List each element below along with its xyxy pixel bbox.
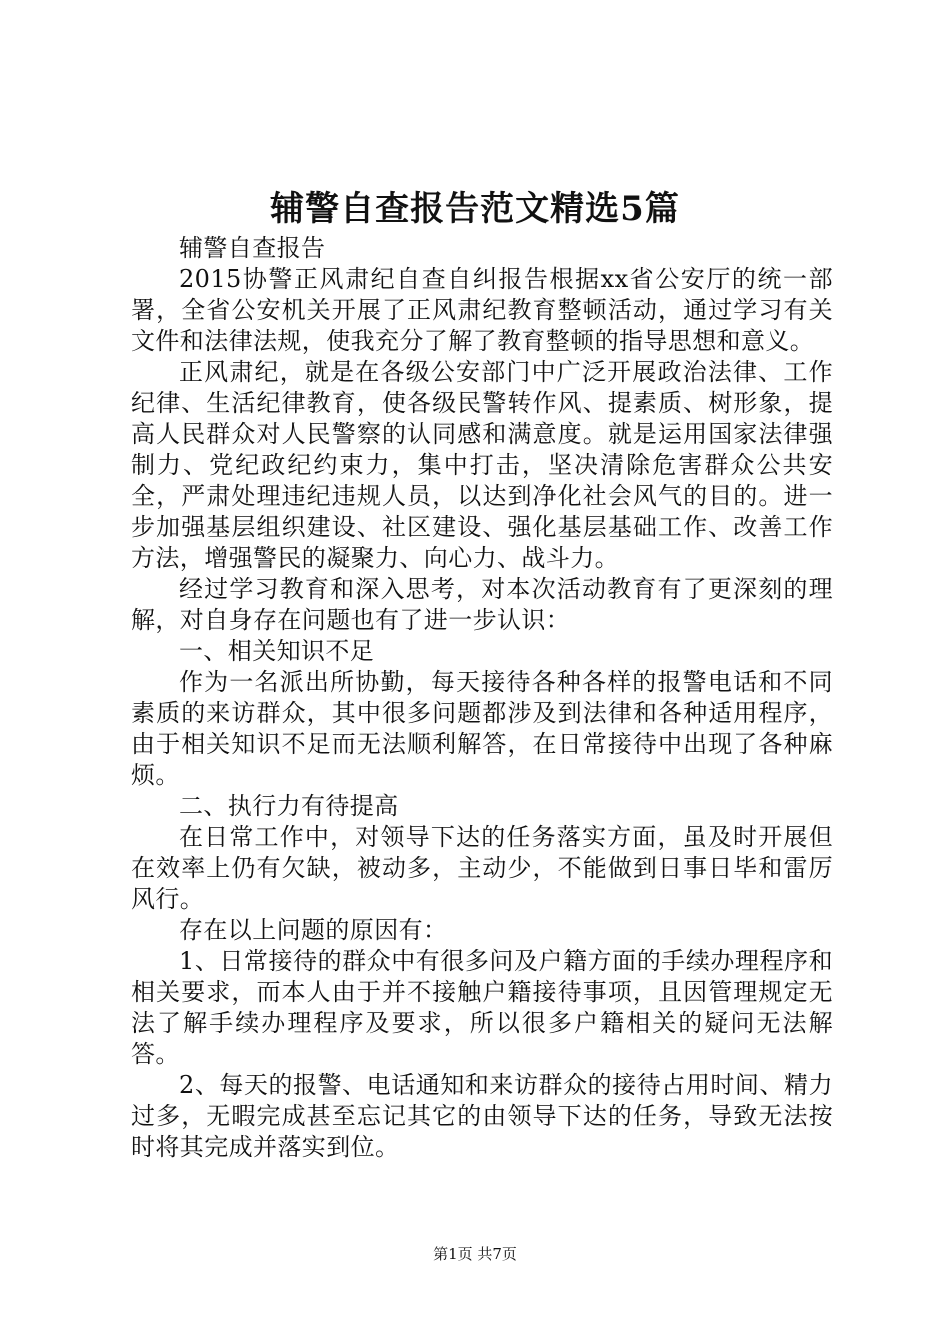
document-title: 辅警自查报告范文精选5篇 — [270, 189, 680, 229]
paragraph: 经过学习教育和深入思考，对本次活动教育有了更深刻的理解，对自身存在问题也有了进一步认识： — [131, 575, 833, 634]
list-item: 1、日常接待的群众中有很多问及户籍方面的手续办理程序和相关要求，而本人由于并不接触户籍接待事项，且因管理规定无法了解手续办理程序及要求，所以很多户籍相关的疑问无法解答。 — [131, 947, 833, 1068]
section-heading: 一、相关知识不足 — [179, 637, 375, 665]
document-body — [131, 233, 833, 1163]
paragraph-heading: 辅警自查报告 — [179, 234, 326, 262]
paragraph: 正风肃纪，就是在各级公安部门中广泛开展政治法律、工作纪律、生活纪律教育，使各级民警转作风、提素质、树形象，提高人民群众对人民警察的认同感和满意度。就是运用国家法律强制力、党纪政纪约束力，集中打击，坚决清除危害群众公共安全，严肃处理违纪违规人员，以达到净化社会风气的目的。进一步加强基层组织建设、社区建设、强化基层基础工作、改善工作方法，增强警民的凝聚力、向心力、战斗力。 — [131, 358, 833, 572]
paragraph: 在日常工作中，对领导下达的任务落实方面，虽及时开展但在效率上仍有欠缺，被动多，主动少，不能做到日事日毕和雷厉风行。 — [131, 823, 833, 913]
paragraph: 存在以上问题的原因有： — [179, 916, 448, 944]
paragraph: 作为一名派出所协勤，每天接待各种各样的报警电话和不同素质的来访群众，其中很多问题都涉及到法律和各种适用程序，由于相关知识不足而无法顺利解答，在日常接待中出现了各种麻烦。 — [131, 668, 833, 789]
page-number: 第1页 共7页 — [433, 1245, 517, 1263]
paragraph: 2015协警正风肃纪自查自纠报告根据xx省公安厅的统一部署，全省公安机关开展了正风肃纪教育整顿活动，通过学习有关文件和法律法规，使我充分了解了教育整顿的指导思想和意义。 — [131, 265, 833, 355]
section-heading: 二、执行力有待提高 — [179, 792, 399, 820]
list-item: 2、每天的报警、电话通知和来访群众的接待占用时间、精力过多，无暇完成甚至忘记其它的由领导下达的任务，导致无法按时将其完成并落实到位。 — [131, 1071, 833, 1161]
